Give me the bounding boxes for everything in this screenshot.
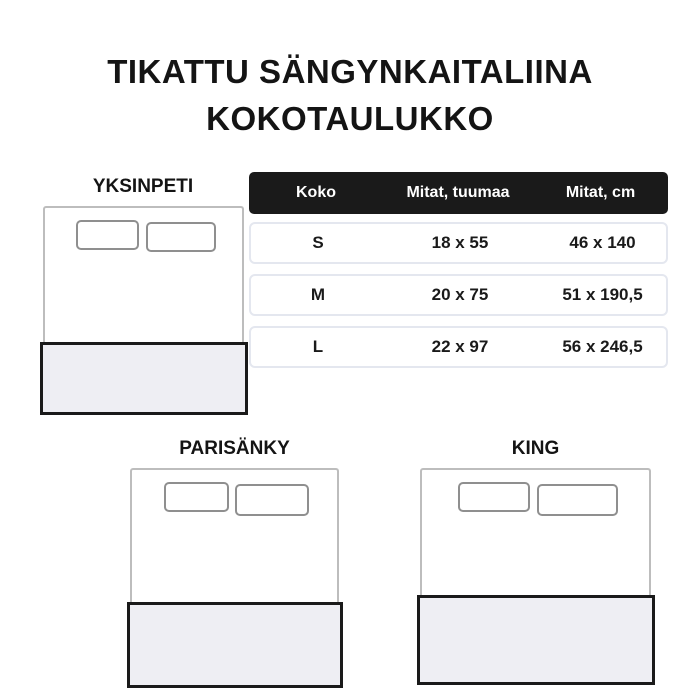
row-cm: 51 x 190,5: [562, 285, 643, 304]
row-cm: 56 x 246,5: [562, 337, 643, 356]
row-inches: 18 x 55: [431, 233, 489, 252]
bed-king-frame: [420, 468, 651, 603]
table-row: [249, 274, 668, 316]
row-size: S: [312, 233, 324, 252]
bed-double-blanket: [127, 602, 343, 688]
bed-king-blanket: [417, 595, 655, 685]
header-cm: Mitat, cm: [565, 184, 636, 201]
bed-double-pillow-left: [164, 482, 229, 512]
bed-double-pillow-right: [235, 484, 309, 516]
bed-label-king: KING: [511, 438, 560, 459]
row-inches: 20 x 75: [431, 285, 489, 304]
table-row: [249, 326, 668, 368]
page-title-line-1: TIKATTU SÄNGYNKAITALIINA: [107, 53, 593, 90]
bed-label-single: YKSINPETI: [92, 176, 194, 197]
bed-double-frame: [130, 468, 339, 608]
bed-king-pillow-right: [537, 484, 618, 516]
row-size: M: [310, 285, 326, 304]
bed-single-pillow-left: [76, 220, 139, 250]
bed-label-double: PARISÄNKY: [179, 438, 290, 459]
bed-king-pillow-left: [458, 482, 530, 512]
table-row: [249, 222, 668, 264]
page-title-line-2: KOKOTAULUKKO: [206, 100, 494, 137]
bed-single-blanket: [40, 342, 248, 415]
bed-single-pillow-right: [146, 222, 216, 252]
row-inches: 22 x 97: [431, 337, 489, 356]
size-table-header: [249, 172, 668, 214]
row-cm: 46 x 140: [569, 233, 636, 252]
bed-single-frame: [43, 206, 244, 346]
header-size: Koko: [296, 184, 336, 201]
row-size: L: [312, 337, 324, 356]
header-inches: Mitat, tuumaa: [406, 184, 510, 201]
